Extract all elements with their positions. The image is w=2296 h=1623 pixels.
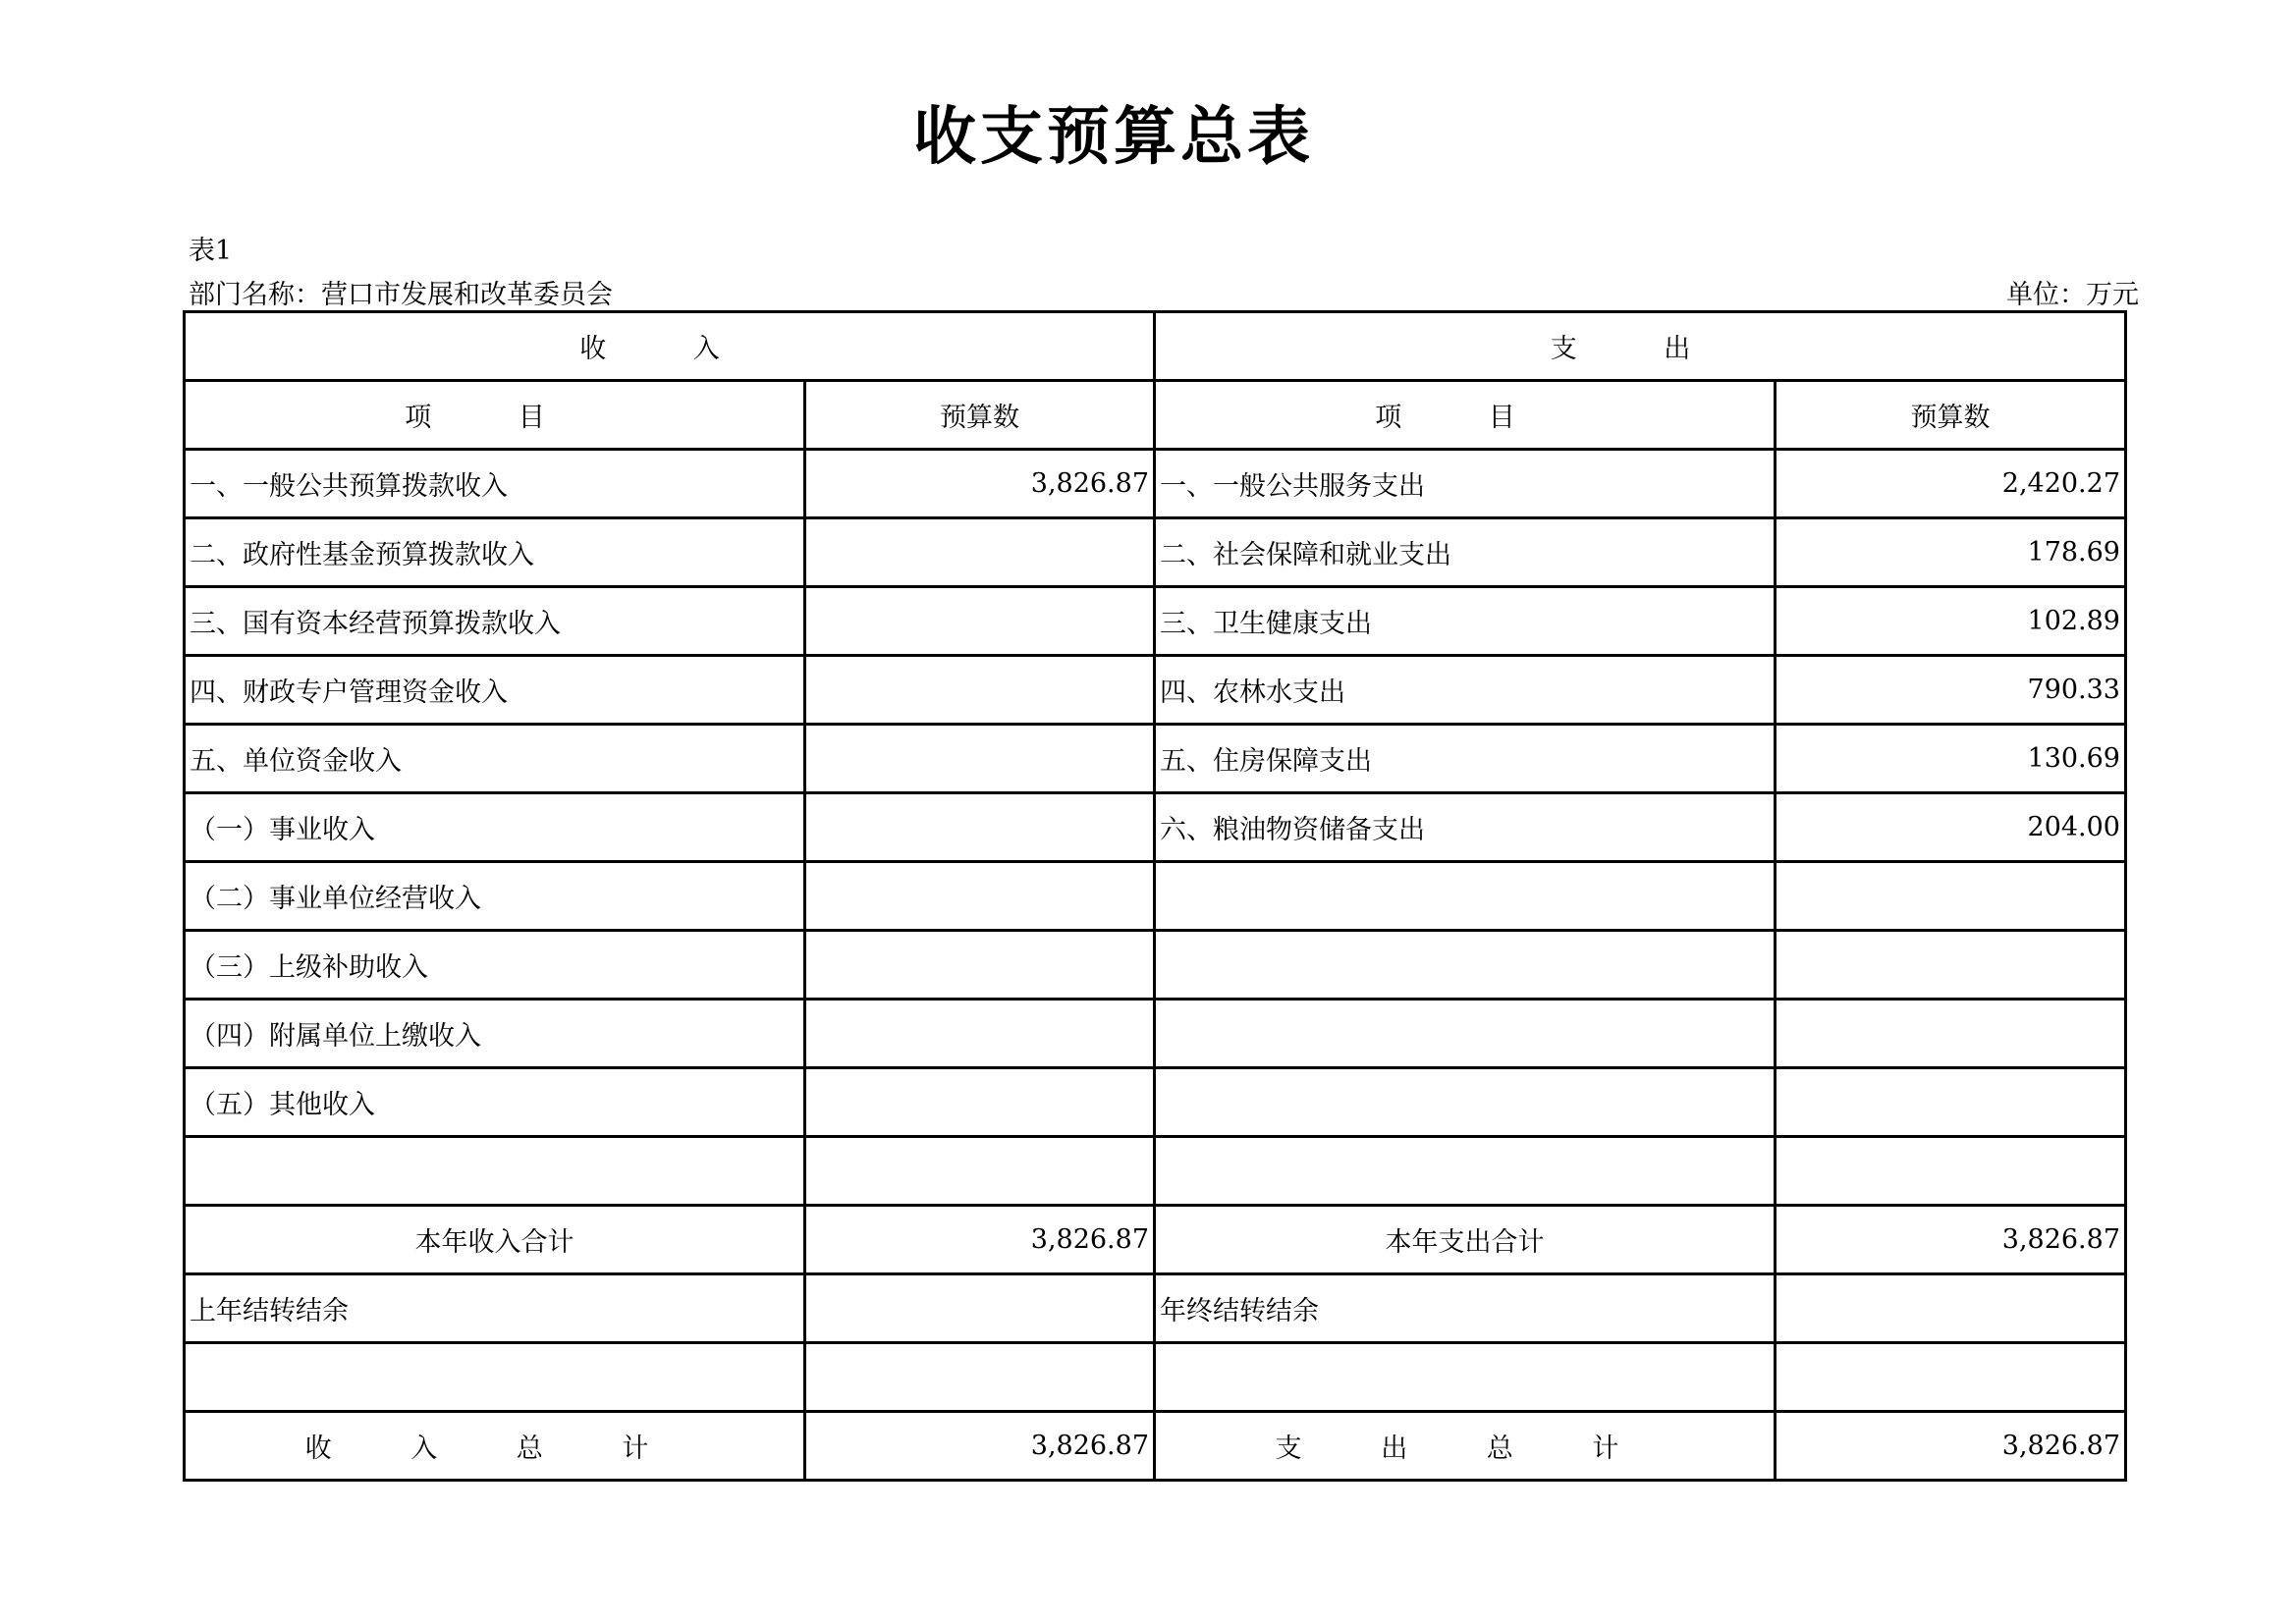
income-item-cell: 三、国有资本经营预算拨款收入 (185, 587, 805, 656)
income-value-cell (805, 1068, 1155, 1137)
table-row (185, 1000, 2126, 1068)
expense-budget-header: 预算数 (1776, 381, 2126, 450)
expense-item-cell (1155, 1068, 1776, 1137)
expense-item-header: 项 目 (1155, 381, 1776, 450)
table-row (185, 931, 2126, 1000)
income-carry-label: 上年结转结余 (185, 1274, 805, 1343)
income-header: 收 入 (185, 312, 1155, 381)
blank-row (185, 1343, 2126, 1412)
table-row (185, 450, 2126, 518)
income-item-cell: 二、政府性基金预算拨款收入 (185, 518, 805, 587)
expense-value-cell: 178.69 (1776, 518, 2126, 587)
expense-year-total-label: 本年支出合计 (1155, 1206, 1776, 1274)
table-row (185, 725, 2126, 793)
budget-table (183, 310, 2127, 1482)
carry-over-row (185, 1274, 2126, 1343)
department-name: 部门名称：营口市发展和改革委员会 (189, 280, 613, 310)
table-row (185, 1137, 2126, 1206)
table-row (185, 1068, 2126, 1137)
expense-value-cell (1776, 1068, 2126, 1137)
expense-value-cell: 2,420.27 (1776, 450, 2126, 518)
income-value-cell (805, 862, 1155, 931)
expense-item-cell: 一、一般公共服务支出 (1155, 450, 1776, 518)
table-row (185, 793, 2126, 862)
expense-value-cell (1776, 1000, 2126, 1068)
table-row (185, 862, 2126, 931)
income-item-cell: （二）事业单位经营收入 (185, 862, 805, 931)
expense-item-cell: 三、卫生健康支出 (1155, 587, 1776, 656)
income-value-cell (805, 1000, 1155, 1068)
blank-cell (805, 1343, 1155, 1412)
expense-value-cell: 790.33 (1776, 656, 2126, 725)
income-item-cell: （五）其他收入 (185, 1068, 805, 1137)
expense-item-cell: 二、社会保障和就业支出 (1155, 518, 1776, 587)
income-item-cell: 一、一般公共预算拨款收入 (185, 450, 805, 518)
blank-cell (1155, 1343, 1776, 1412)
page-title: 收支预算总表 (913, 101, 1314, 174)
income-item-cell: （三）上级补助收入 (185, 931, 805, 1000)
income-grand-total-value: 3,826.87 (805, 1412, 1155, 1481)
income-item-cell (185, 1137, 805, 1206)
table-number: 表1 (189, 236, 233, 266)
income-year-total-label: 本年收入合计 (185, 1206, 805, 1274)
income-value-cell: 3,826.87 (805, 450, 1155, 518)
blank-cell (185, 1343, 805, 1412)
income-value-cell (805, 725, 1155, 793)
income-item-cell: 四、财政专户管理资金收入 (185, 656, 805, 725)
unit-label: 单位：万元 (2006, 280, 2139, 310)
expense-carry-label: 年终结转结余 (1155, 1274, 1776, 1343)
expense-carry-value (1776, 1274, 2126, 1343)
income-value-cell (805, 518, 1155, 587)
income-value-cell (805, 1137, 1155, 1206)
column-header-row (185, 381, 2126, 450)
table-row (185, 656, 2126, 725)
income-grand-total-label: 收 入 总 计 (185, 1412, 805, 1481)
expense-item-cell (1155, 862, 1776, 931)
expense-value-cell: 102.89 (1776, 587, 2126, 656)
income-item-cell: （一）事业收入 (185, 793, 805, 862)
income-item-cell: 五、单位资金收入 (185, 725, 805, 793)
income-value-cell (805, 587, 1155, 656)
year-total-row (185, 1206, 2126, 1274)
income-budget-header: 预算数 (805, 381, 1155, 450)
grand-total-row (185, 1412, 2126, 1481)
income-year-total-value: 3,826.87 (805, 1206, 1155, 1274)
income-carry-value (805, 1274, 1155, 1343)
expense-value-cell (1776, 1137, 2126, 1206)
income-value-cell (805, 931, 1155, 1000)
table-row (185, 518, 2126, 587)
expense-item-cell (1155, 1000, 1776, 1068)
expense-item-cell: 四、农林水支出 (1155, 656, 1776, 725)
expense-value-cell: 130.69 (1776, 725, 2126, 793)
income-item-header: 项 目 (185, 381, 805, 450)
table-row (185, 587, 2126, 656)
expense-grand-total-label: 支 出 总 计 (1155, 1412, 1776, 1481)
expense-year-total-value: 3,826.87 (1776, 1206, 2126, 1274)
income-value-cell (805, 793, 1155, 862)
expense-item-cell (1155, 1137, 1776, 1206)
blank-cell (1776, 1343, 2126, 1412)
expense-grand-total-value: 3,826.87 (1776, 1412, 2126, 1481)
expense-value-cell (1776, 931, 2126, 1000)
expense-header: 支 出 (1155, 312, 2126, 381)
expense-item-cell: 六、粮油物资储备支出 (1155, 793, 1776, 862)
expense-value-cell: 204.00 (1776, 793, 2126, 862)
income-value-cell (805, 656, 1155, 725)
expense-item-cell: 五、住房保障支出 (1155, 725, 1776, 793)
income-item-cell: （四）附属单位上缴收入 (185, 1000, 805, 1068)
section-header-row (185, 312, 2126, 381)
expense-value-cell (1776, 862, 2126, 931)
expense-item-cell (1155, 931, 1776, 1000)
